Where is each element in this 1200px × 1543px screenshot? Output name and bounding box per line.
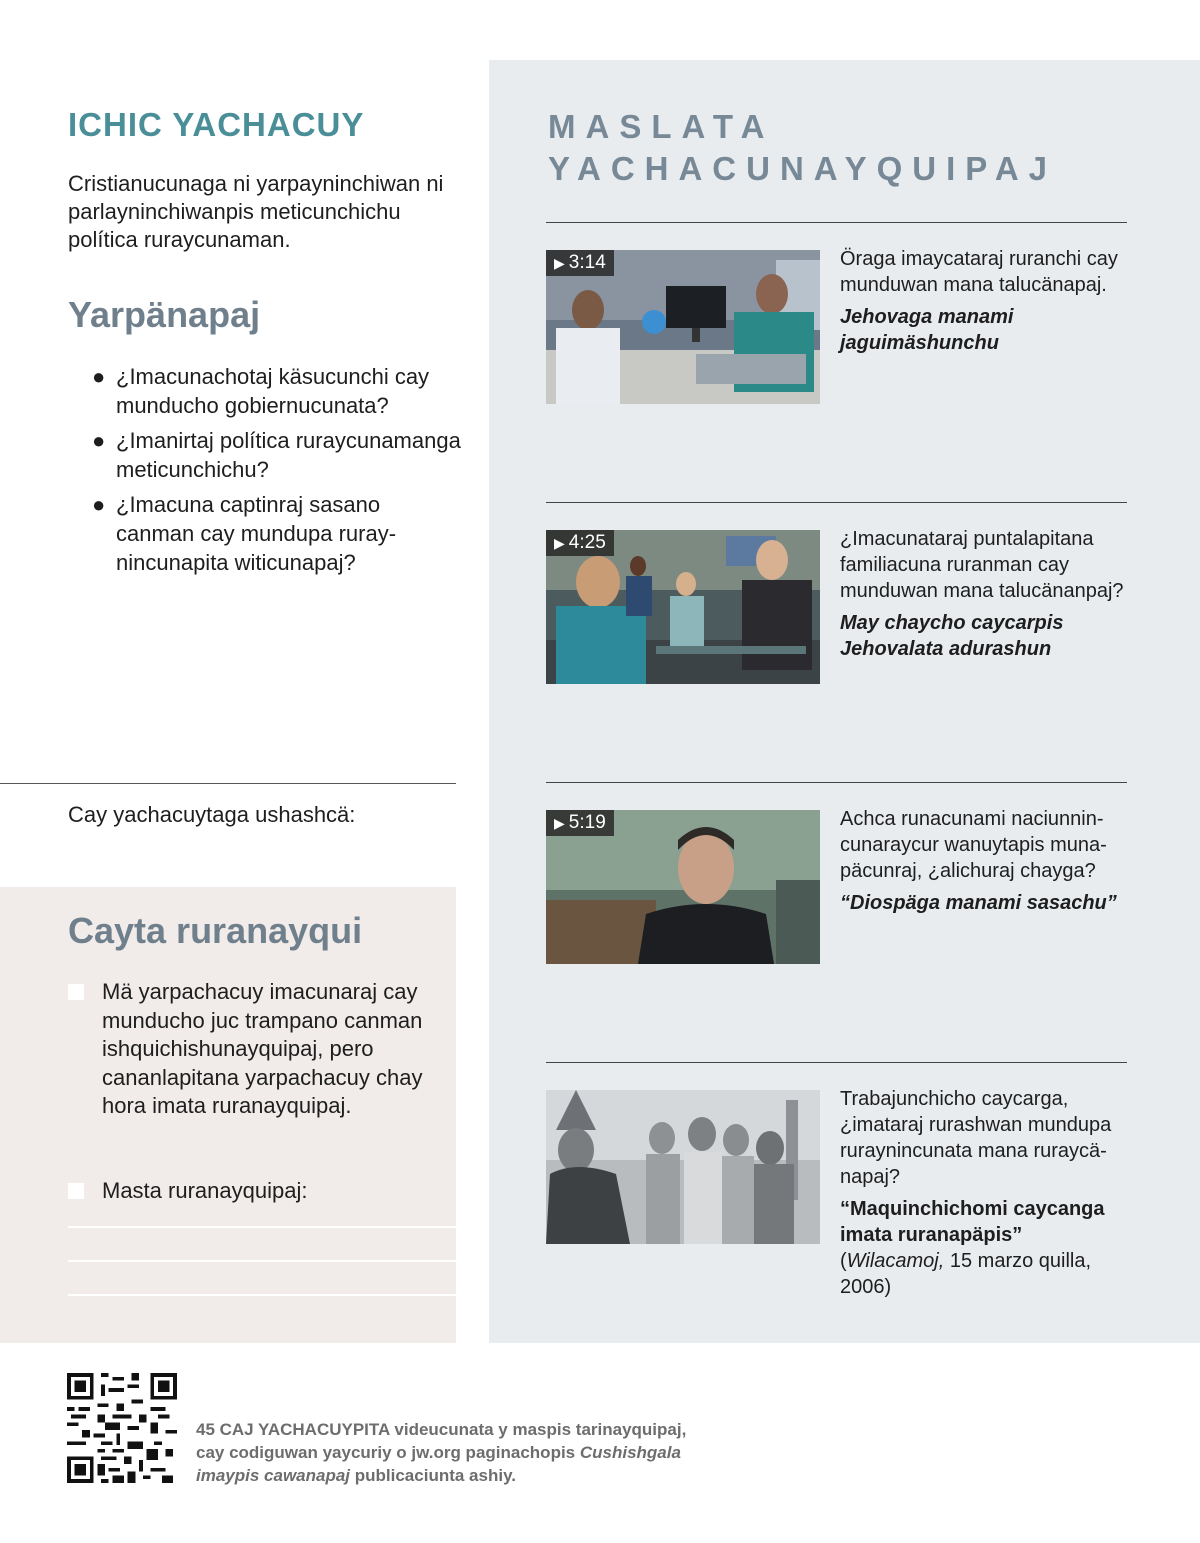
goals-title: Cayta ruranayqui xyxy=(68,910,363,951)
review-questions xyxy=(92,362,462,583)
checkbox[interactable] xyxy=(68,1183,84,1199)
bullet-icon: ● xyxy=(92,364,106,389)
summary-title: ICHIC YACHACUY xyxy=(68,106,365,143)
bullet-icon: ● xyxy=(92,492,106,517)
checkbox[interactable] xyxy=(68,984,84,1000)
review-question: ● ¿Imanirtaj política ruraycunamanga meticunchichu? xyxy=(92,428,461,482)
summary-text: Cristianucunaga ni yarpayninchiwan ni parlayninchiwanpis meticunchichu política ruraycunaman. xyxy=(68,171,444,252)
review-title: Yarpänapaj xyxy=(68,294,261,335)
video-duration: ▶ 4:25 xyxy=(546,530,614,556)
divider xyxy=(546,782,1127,783)
issue-date: 15 marzo quilla, 2006) xyxy=(840,1250,1092,1298)
review-question: ● ¿Imacunachotaj käsucunchi cay munducho gobiernucunata? xyxy=(92,364,430,418)
video-duration: ▶ 5:19 xyxy=(546,810,614,836)
article-reference: “Maquinchichomi caycanga imata ruranapäpis” (Wilacamoj, 15 marzo quilla, 2006) xyxy=(840,1198,1105,1298)
video-thumbnail[interactable] xyxy=(546,530,820,684)
video-thumbnail[interactable] xyxy=(546,250,820,404)
divider xyxy=(546,502,1127,503)
learned-label: Cay yachacuytaga ushashcä: xyxy=(68,802,356,827)
divider xyxy=(0,783,456,784)
write-line[interactable] xyxy=(68,1294,456,1296)
publication-title[interactable]: imaypis cawanapaj xyxy=(196,1466,351,1485)
footer-note: 45 CAJ YACHACUYPITA videucunata y maspis tarinayquipaj, cay codiguwan yaycuriy o jw.org paginachopis Cushishgala imaypis cawanapaj publicaciunta ashiy. xyxy=(196,1420,687,1485)
video-description: Öraga imaycataraj ruranchi cay munduwan mana talucänapaj. Jehovaga manami jaguimäshunchu xyxy=(840,246,1130,356)
article-description: Trabajunchicho caycarga, ¿imataraj rurashwan mundupa ruraynincunata mana ruraycänapaj? “Maquinchichomi caycanga imata ruranapäpis” (Wilacamoj, 15 marzo quilla, 2006) xyxy=(840,1086,1130,1300)
illustration-image xyxy=(546,1090,820,1244)
play-icon: ▶ xyxy=(554,535,565,551)
goal-item xyxy=(68,1177,438,1206)
goal-text: Masta ruranayquipaj: xyxy=(102,1178,308,1203)
video-description: Achca runacunami naciunnincunaraycur wanuytapis munapäcunraj, ¿alichuraj chayga? “Diospäga manami sasachu” xyxy=(840,806,1130,916)
play-icon: ▶ xyxy=(554,815,565,831)
publication-title[interactable]: Cushishgala xyxy=(579,1443,681,1462)
video-thumbnail[interactable] xyxy=(546,810,820,964)
magazine-title: Wilacamoj, xyxy=(846,1250,945,1272)
divider xyxy=(546,1062,1127,1063)
more-title: MASLATA YACHACUNAYQUIPAJ xyxy=(548,108,1058,187)
bullet-icon: ● xyxy=(92,428,106,453)
video-duration: ▶ 3:14 xyxy=(546,250,614,276)
video-title-link[interactable]: Jehovaga manami jaguimäshunchu xyxy=(840,306,1014,354)
goal-text: Mä yarpachacuy imacunaraj cay munducho juc trampano canman ishquichishunayquipaj, pero cananlapitana yarpachacuy chay hora imata ruranayquipaj. xyxy=(102,979,423,1118)
video-title-link[interactable]: May chaycho caycarpis Jehovalata adurashun xyxy=(840,612,1064,660)
video-description: ¿Imacunataraj puntalapitana familiacuna ruranman cay munduwan mana talucänanpaj? May chaycho caycarpis Jehovalata adurashun xyxy=(840,526,1130,662)
article-title-link[interactable]: “Maquinchichomi caycanga imata ruranapäpis” xyxy=(840,1198,1105,1246)
qr-code-icon[interactable] xyxy=(67,1373,177,1483)
review-question: ● ¿Imacuna captinraj sasano canman cay mundupa ruraynincunapita witicunapaj? xyxy=(92,492,397,575)
play-icon: ▶ xyxy=(554,255,565,271)
goal-item xyxy=(68,978,438,1121)
video-title-link[interactable]: “Diospäga manami sasachu” xyxy=(840,892,1117,914)
article-thumbnail[interactable] xyxy=(546,1090,820,1244)
divider xyxy=(546,222,1127,223)
write-line[interactable] xyxy=(68,1226,456,1228)
write-line[interactable] xyxy=(68,1260,456,1262)
